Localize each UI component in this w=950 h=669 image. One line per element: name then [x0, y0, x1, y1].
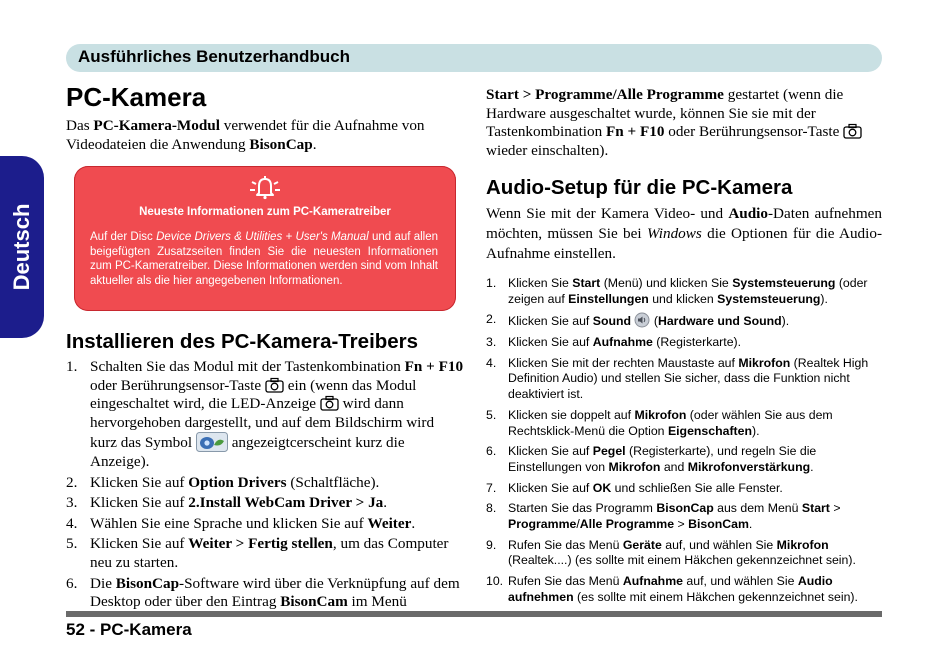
install-section-heading: Installieren des PC-Kamera-Treibers	[66, 330, 419, 353]
audio-step: 5. Klicken sie doppelt auf Mikrofon (oder wählen Sie aus dem Rechtsklick-Menü die Option Eigenschaften).	[486, 407, 833, 438]
install-step: 6. Die BisonCap-Software wird über die Verknüpfung auf dem Desktop oder über den Eintrag BisonCam im Menü	[66, 574, 460, 611]
audio-step: 2. Klicken Sie auf Sound (Hardware und Sound).	[486, 312, 790, 329]
install-step: 2. Klicken Sie auf Option Drivers (Schaltfläche).	[66, 473, 380, 491]
audio-steps-list	[486, 276, 882, 610]
audio-intro-paragraph: Wenn Sie mit der Kamera Video- und Audio-Daten aufnehmen möchten, müssen Sie bei Windows die Optionen für die Audio-Aufnahme einstellen.	[486, 205, 882, 262]
audio-step: 1. Klicken Sie Start (Menü) und klicken Sie Systemsteuerung (oder zeigen auf Einstellungen und klicken Systemsteuerung).	[486, 276, 868, 306]
audio-step: 7. Klicken Sie auf OK und schließen Sie alle Fenster.	[486, 480, 783, 495]
install-step: 3. Klicken Sie auf 2.Install WebCam Driver > Ja.	[66, 494, 388, 512]
install-step-continuation: Start > Programme/Alle Programme gestartet (wenn die Hardware ausgeschaltet wurde, können Sie sie mit der Tastenkombination Fn + F10 oder Berührungsensor-Taste wieder einschalten).	[486, 86, 882, 160]
audio-step: 6. Klicken Sie auf Pegel (Registerkarte), und regeln Sie die Einstellungen von Mikrofon and Mikrofonverstärkung.	[486, 444, 817, 474]
note-body: Auf der Disc Device Drivers & Utilities + User's Manual und auf allen beigefügten Zusatzseiten finden Sie die neuesten Informationen zum PC-Kameratreiber. Diese Informationen werden sind vom Inhalt aktueller als die hier angegebenen Informationen.	[90, 231, 439, 287]
language-side-tab	[0, 156, 44, 338]
camera-icon	[265, 377, 284, 393]
install-step: 5. Klicken Sie auf Weiter > Fertig stellen, um das Computer neu zu starten.	[66, 535, 449, 571]
footer-rule	[66, 611, 882, 617]
header-title: Ausführliches Benutzerhandbuch	[78, 47, 351, 66]
sound-icon	[634, 312, 650, 328]
audio-step: 10. Rufen Sie das Menü Aufnahme auf, und wählen Sie Audio aufnehmen (es sollte mit einem Häkchen gekennzeichnet sein).	[486, 573, 858, 604]
side-tab-label: Deutsch	[9, 203, 34, 291]
page-title: PC-Kamera	[66, 82, 207, 112]
install-steps-list	[66, 358, 464, 614]
driver-note-box	[74, 166, 456, 311]
install-step: 4. Wählen Sie eine Sprache und klicken Sie auf Weiter.	[66, 514, 416, 532]
camera-led-icon	[320, 395, 339, 411]
audio-step: 4. Klicken Sie mit der rechten Maustaste auf Mikrofon (Realtek High Definition Audio) und stellen Sie sicher, dass die Funktion nicht deaktiviert ist.	[486, 355, 869, 402]
audio-step: 3. Klicken Sie auf Aufnahme (Registerkarte).	[486, 334, 742, 349]
header-bar	[66, 44, 882, 72]
audio-step: 9. Rufen Sie das Menü Geräte auf, und wählen Sie Mikrofon (Realtek....) (es sollte mit einem Häkchen gekennzeichnet sein).	[486, 537, 856, 568]
bisoncam-icon	[196, 432, 228, 452]
note-title: Neueste Informationen zum PC-Kameratreiber	[139, 206, 391, 218]
audio-section-heading: Audio-Setup für die PC-Kamera	[486, 176, 793, 199]
camera-icon	[843, 123, 862, 139]
page-footer: 52 - PC-Kamera	[66, 620, 192, 639]
intro-paragraph: Das PC-Kamera-Modul verwendet für die Aufnahme von Videodateien die Anwendung BisonCap.	[66, 117, 425, 153]
install-step: 1. Schalten Sie das Modul mit der Tastenkombination Fn + F10 oder Berührungsensor-Taste ein (wenn das Modul eingeschaltet wird, die LED-Anzeige wird dann hervorgehoben dargestellt, und auf dem Bildschirm wird kurz das Symbol angezeigtcerscheint kurz die Anzeige).	[66, 358, 464, 470]
notification-bell-icon	[248, 174, 282, 200]
audio-step: 8. Starten Sie das Programm BisonCap aus dem Menü Start > Programme/Alle Programme > BisonCam.	[486, 501, 841, 531]
